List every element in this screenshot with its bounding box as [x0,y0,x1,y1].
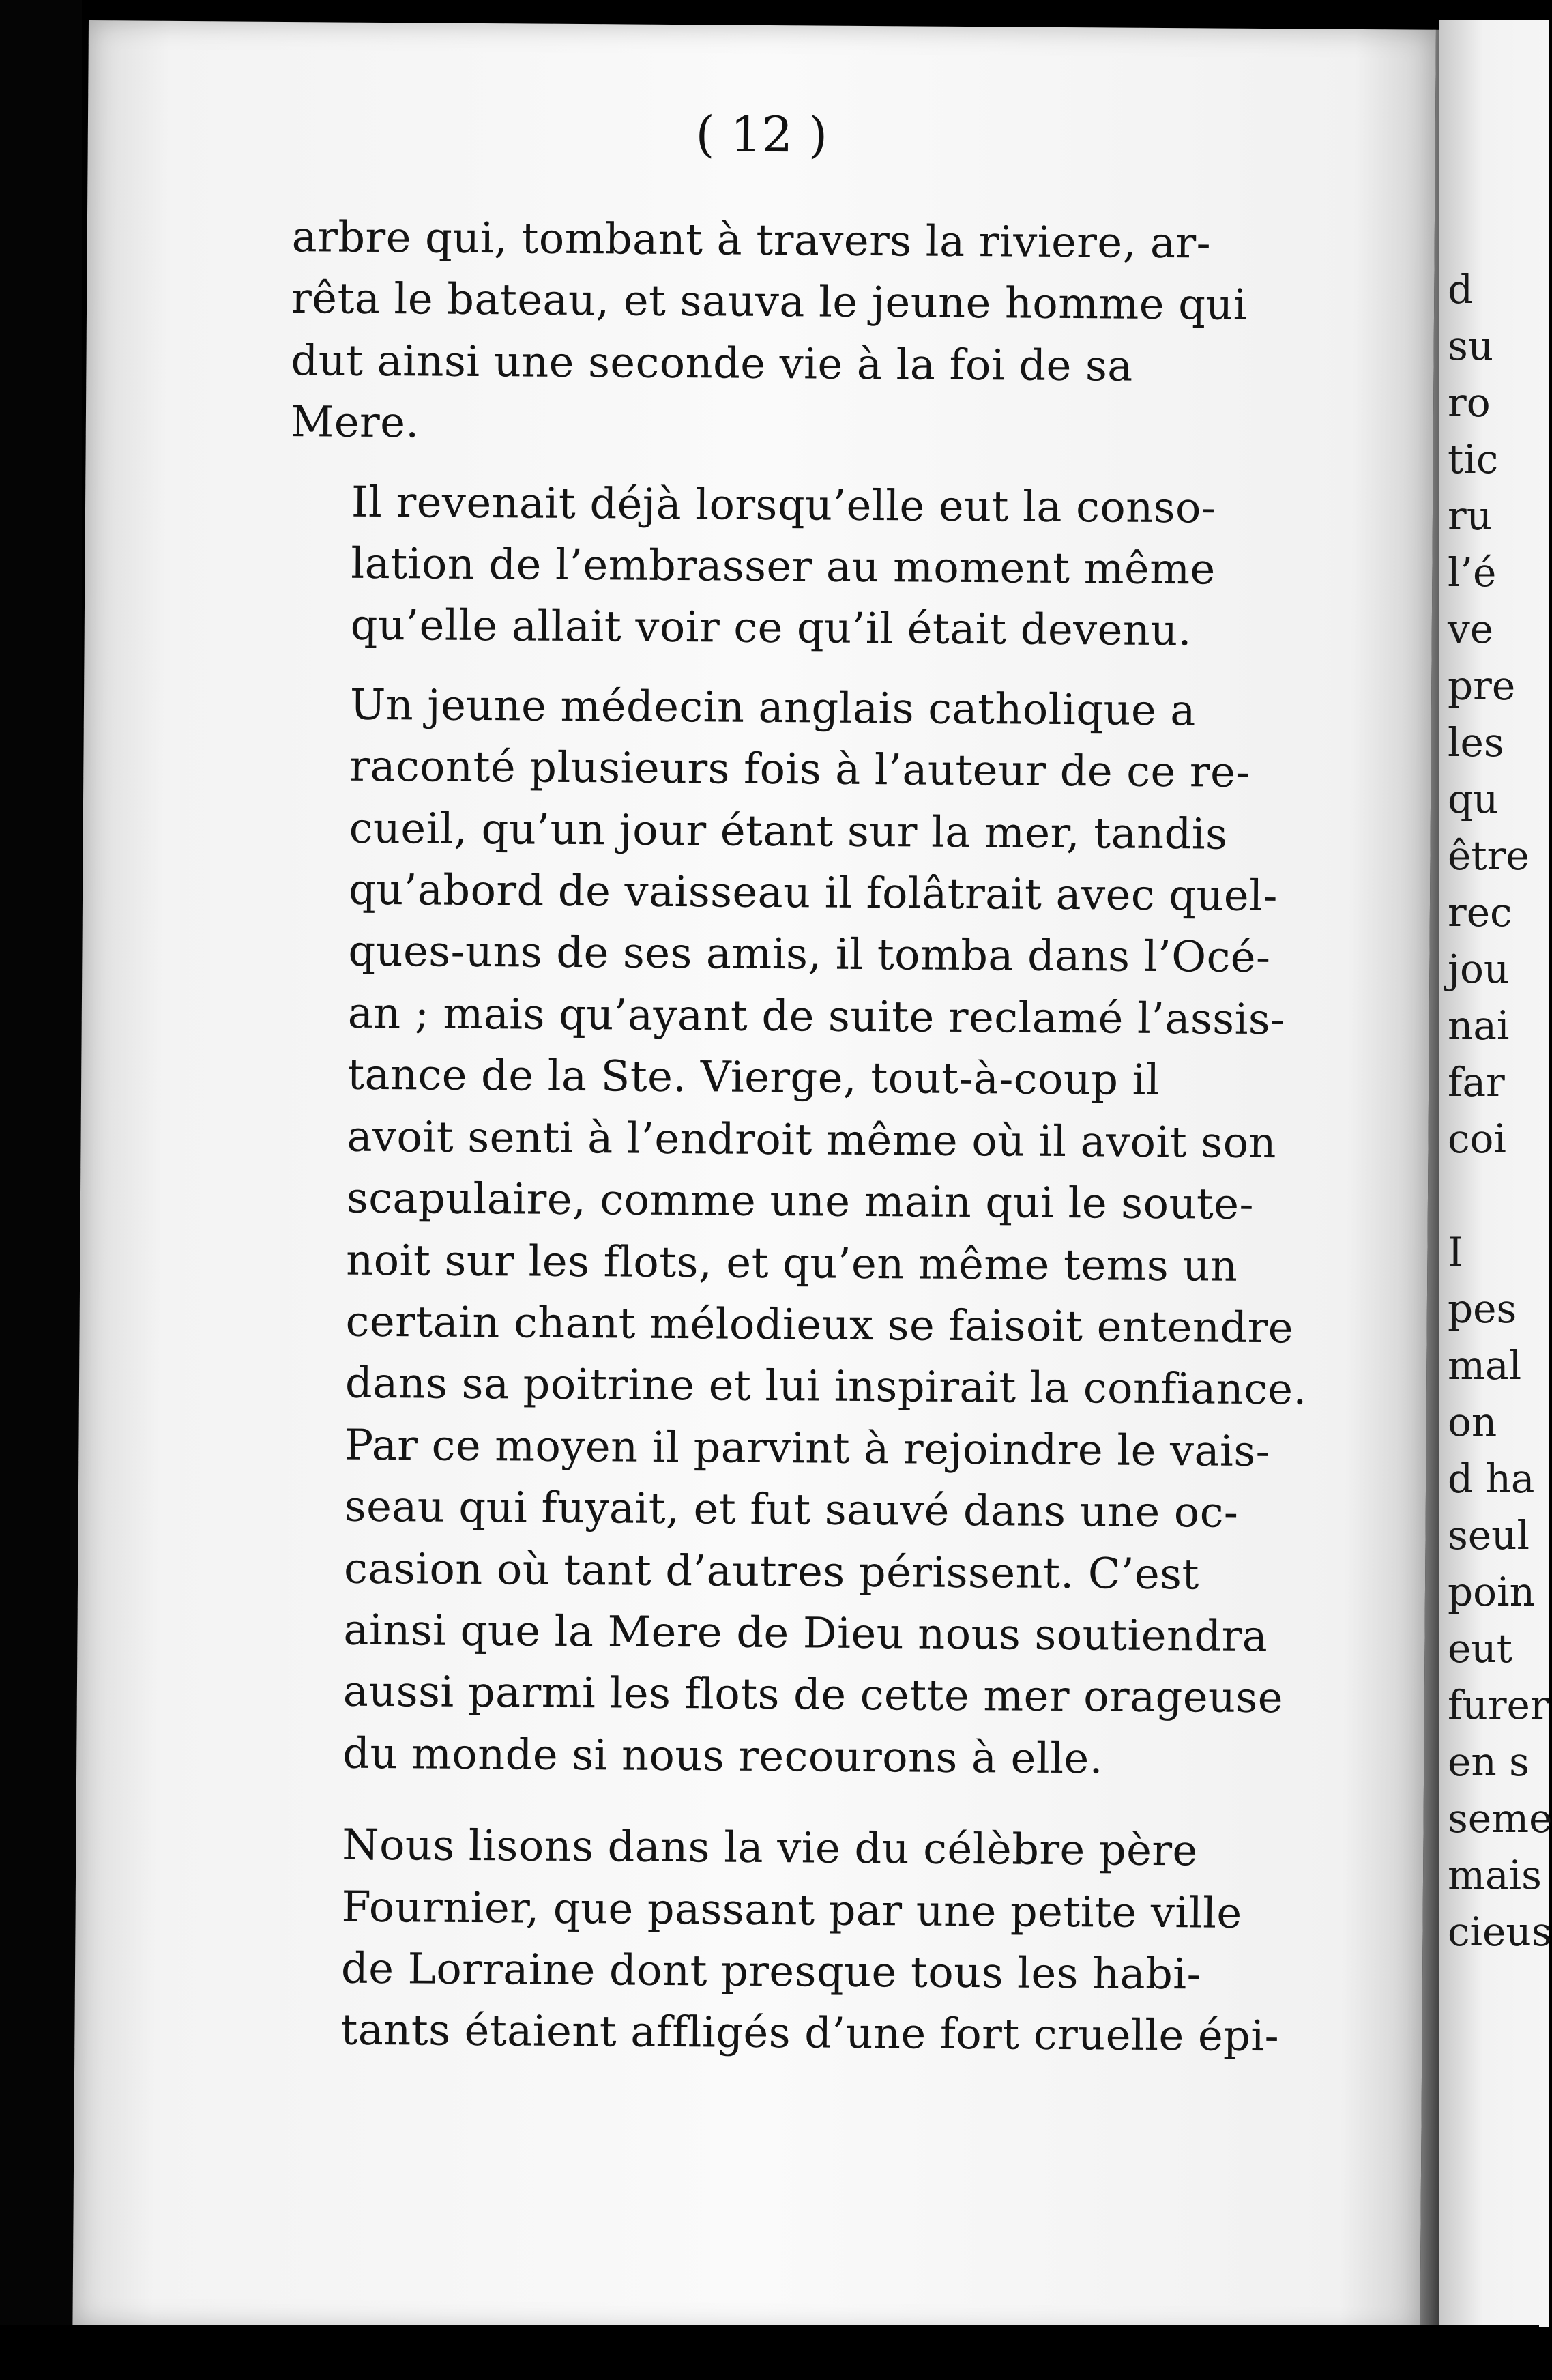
text-line: Nous lisons dans la vie du célèbre père [342,1819,1198,1876]
page-body-text [279,206,1445,2087]
text-line: qu’elle allait voir ce qu’il était devenu. [350,600,1192,656]
next-page-text-fragment: su [1448,323,1494,369]
left-scan-border [0,0,82,2380]
next-page-text-fragment: pes [1448,1286,1517,1332]
next-page-text-fragment: jou [1448,946,1510,992]
next-page-text-fragment: seme [1448,1795,1552,1842]
next-page-text-fragment: d ha [1448,1455,1535,1502]
next-page-text-fragment: d [1448,266,1474,313]
text-line: casion où tant d’autres périssent. C’est [343,1543,1200,1599]
text-line: de Lorraine dont presque tous les habi- [340,1943,1202,1999]
text-line: avoit senti à l’endroit même où il avoit son [347,1111,1277,1167]
text-line: Fournier, que passant par une petite ville [341,1881,1242,1938]
text-line: tants étaient affligés d’une fort cruelle épi- [340,2005,1280,2061]
next-page-text-fragment: I [1448,1229,1463,1275]
paragraph-2 [289,471,1444,664]
next-page-text-fragment: mais [1448,1852,1542,1898]
text-line: ques-uns de ses amis, il tomba dans l’Océ- [348,926,1271,983]
next-page-text-fragment: coi [1448,1116,1506,1162]
paragraph-4 [279,1814,1433,2068]
text-line: an ; mais qu’ayant de suite reclamé l’assis- [347,987,1285,1045]
next-page-text-fragment: pre [1448,663,1516,709]
next-page-text-fragment: tic [1448,436,1499,482]
text-line: certain chant mélodieux se faisoit entendre [345,1296,1294,1353]
text-line: Il revenait déjà lorsqu’elle eut la conso- [351,476,1216,533]
text-line: arbre qui, tombant à travers la riviere, ar- [291,212,1212,268]
next-page-text-fragment: qu [1448,776,1499,822]
text-line: rêta le bateau, et sauva le jeune homme qui [291,273,1248,330]
book-page [72,20,1436,2336]
next-page-text-fragment: ve [1448,606,1494,652]
text-line: seau qui fuyait, et fut sauvé dans une oc- [344,1481,1239,1537]
next-page-text-fragment: en s [1448,1739,1529,1785]
bottom-scan-border [0,2325,1539,2380]
text-line: qu’abord de vaisseau il folâtrait avec quel- [348,864,1278,921]
next-page-text-fragment: nai [1448,1002,1510,1049]
text-line: Mere. [290,396,420,448]
next-page-text-fragment: ro [1448,379,1491,426]
next-page-text-fragment: on [1448,1399,1497,1445]
next-page-text-fragment: cieus [1448,1909,1552,1955]
page-number: ( 12 ) [695,105,828,164]
text-line: lation de l’embrasser au moment même [351,538,1216,594]
text-line: tance de la Ste. Vierge, tout-à-coup il [347,1049,1160,1105]
paragraph-3 [281,673,1441,1792]
next-page-text-fragment: seul [1448,1512,1529,1558]
text-line: noit sur les flots, et qu’en même tems un [346,1234,1238,1291]
next-page-text-fragment: l’é [1448,549,1497,596]
text-line: dans sa poitrine et lui inspirait la confiance. [345,1357,1307,1414]
next-page-text-fragment: les [1448,719,1504,766]
paragraph-1 [291,206,1445,461]
text-line: Un jeune médecin anglais catholique a [349,679,1197,736]
next-page-text-fragment: far [1448,1059,1505,1105]
next-page-text-fragment: rec [1448,889,1512,935]
next-page-text-fragment: furer [1448,1682,1549,1728]
text-line: ainsi que la Mere de Dieu nous soutiendra [343,1604,1268,1661]
text-line: scapulaire, comme une main qui le soute- [346,1172,1255,1230]
text-line: raconté plusieurs fois à l’auteur de ce re- [349,740,1250,798]
next-page-text-fragment: ru [1448,493,1493,539]
text-line: cueil, qu’un jour étant sur la mer, tandis [349,802,1228,859]
next-page-edge [1439,20,1552,2327]
next-page-text-fragment: être [1448,832,1529,879]
next-page-text-fragment: mal [1448,1342,1522,1389]
text-line: Par ce moyen il parvint à rejoindre le vais- [345,1419,1271,1476]
next-page-text-fragment: eut [1448,1625,1512,1672]
text-line: du monde si nous recourons à elle. [342,1728,1104,1784]
text-line: dut ainsi une seconde vie à la foi de sa [291,334,1134,391]
text-line: aussi parmi les flots de cette mer orageuse [342,1666,1284,1723]
next-page-text-fragment: poin [1448,1569,1535,1615]
